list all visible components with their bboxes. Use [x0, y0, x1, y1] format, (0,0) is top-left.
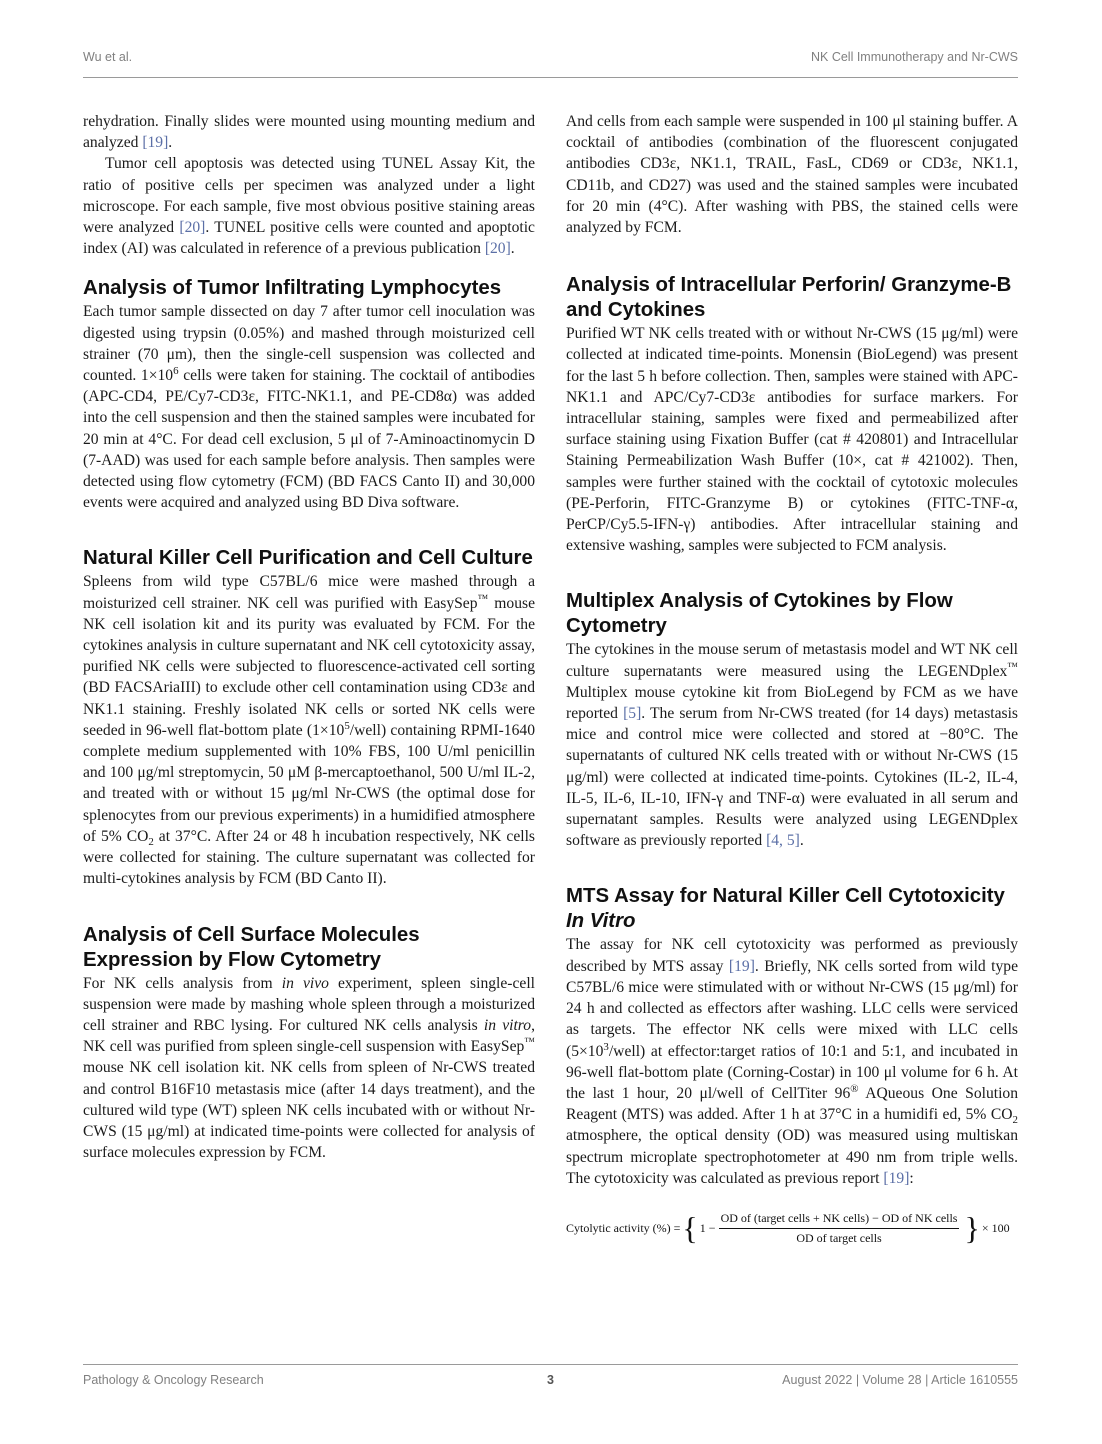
paragraph: rehydration. Finally slides were mounted using mounting medium and analyzed [19]. — [83, 113, 535, 152]
left-column — [83, 111, 535, 1163]
citation-link[interactable]: [5] — [623, 705, 642, 723]
citation-link[interactable]: [19] — [883, 1169, 910, 1187]
citation-link[interactable]: [20] — [484, 240, 511, 258]
citation-link[interactable]: [19] — [142, 134, 169, 152]
running-footer — [83, 1373, 1018, 1391]
footer-journal: Pathology & Oncology Research — [83, 1373, 264, 1387]
paragraph: Purified WT NK cells treated with or without Nr-CWS (15 μg/ml) were collected at indicated time-points. Monensin (BioLegend) was present for the last 5 h before collection. Then, samples were stained with APC-NK1.1 and APC/Cy7-CD3ε antibodies for surface markers. For intracellular staining, samples were fixed and permeabilized after surface staining using Fixation Buffer (cat # 420801) and Intracellular Staining Permeabilization Wash Buffer (10×, cat # 421002). Then, samples were further stained with the cocktail of cytotoxic molecules (PE-Perforin, FITC-Granzyme B) or cytokines (FITC-TNF-α, PerCP/Cy5.5-IFN-γ) antibodies. After intracellular staining and extensive washing, samples were subjected to FCM analysis. — [566, 325, 1018, 555]
paragraph: The assay for NK cell cytotoxicity was performed as previously described by MTS assay [19]. Briefly, NK cells sorted from wild type C57BL/6 mice were stimulated with or without Nr-CWS (15 μg/ml) for 24 h and collected as effectors after washing. LLC cells were serviced as targets. The effector NK cells were mixed with LLC cells $(5\times 10^3/well)$ at effector:target ratios of 10:1 and 5:1, and incubated in 96-well flat-bottom plate (Corning-Costar) in 100 μl volume for 6 h. At the last 1 hour, 20 μl/well of CellTiter 96® AQueous One Solution Reagent (MTS) was added. After 1 h at 37°C in a humidifi ed, 5% $CO_2$ atmosphere, the optical density (OD) was measured using multiskan spectrum microplate spectrophotometer at 490 nm from triple wells. The cytotoxicity was calculated as previous report [19]: — [566, 936, 1019, 1187]
header-short-title: NK Cell Immunotherapy and Nr-CWS — [810, 50, 1018, 64]
section-heading-nk-culture: Natural Killer Cell Purification and Cell Culture — [83, 547, 533, 570]
formula-one-minus: 1 − — [699, 1220, 716, 1235]
right-brace: } — [964, 1210, 980, 1247]
footer-rule — [83, 1364, 1018, 1365]
formula-denominator: OD of target cells — [796, 1230, 882, 1245]
cytolytic-activity-formula — [566, 1211, 1018, 1246]
running-header — [83, 50, 1018, 68]
left-brace: { — [682, 1210, 698, 1247]
section-heading-mts: MTS Assay for Natural Killer Cell Cytotoxicity In Vitro — [566, 885, 1005, 933]
page-number: 3 — [547, 1373, 554, 1387]
header-authors: Wu et al. — [83, 50, 133, 64]
formula-fraction — [719, 1211, 960, 1246]
right-column — [566, 111, 1018, 1246]
paragraph: Each tumor sample dissected on day 7 after tumor cell inoculation was digested using trypsin (0.05%) and mashed through moisturized cell strainer (70 μm), then the single-cell suspension was collected and counted. $1\times 10^6$ cells were taken for staining. The cocktail of antibodies (APC-CD4, PE/Cy7-CD3ε, FITC-NK1.1, and PE-CD8α) was added into the cell suspension and then the stained samples were incubated for 20 min at 4°C. For dead cell exclusion, 5 μl of 7-Aminoactinomycin D (7-AAD) was used for each sample before analysis. Then samples were detected using flow cytometry (FCM) (BD FACS Canto II) and 30,000 events were acquired and analyzed using BD Diva software. — [83, 303, 535, 512]
section-heading-multiplex: Multiplex Analysis of Cytokines by Flow Cytometry — [566, 590, 953, 638]
formula-lhs: Cytolytic activity (%) = — [566, 1220, 681, 1235]
section-heading-til: Analysis of Tumor Infiltrating Lymphocytes — [83, 277, 502, 300]
section-heading-surface-molecules: Analysis of Cell Surface Molecules Expression by Flow Cytometry — [83, 923, 420, 971]
paragraph: For NK cells analysis from in vivo experiment, spleen single-cell suspension were made by mashing whole spleen through a moisturized cell strainer and RBC lysing. For cultured NK cells analysis in vitro, NK cell was purified from spleen single-cell suspension with EasySep™ mouse NK cell isolation kit. NK cells from spleen of Nr-CWS treated and control B16F10 metastasis mice (after 14 days treatment), and the cultured wild type (WT) spleen NK cells incubated with or without Nr-CWS (15 μg/ml) at indicated time-points were collected for analysis of surface molecules expression by FCM. — [83, 974, 535, 1162]
paragraph: Tumor cell apoptosis was detected using TUNEL Assay Kit, the ratio of positive cells per specimen was analyzed under a light microscope. For each sample, five most obvious positive staining areas were analyzed [20]. TUNEL positive cells were counted and apoptotic index (AI) was calculated in reference of a previous publication [20]. — [83, 155, 535, 258]
paragraph: The cytokines in the mouse serum of metastasis model and WT NK cell culture supernatants were measured using the LEGENDplex™ Multiplex mouse cytokine kit from BioLegend by FCM as we have reported [5]. The serum from Nr-CWS treated (for 14 days) metastasis mice and control mice were collected and stored at −80°C. The supernatants of cultured NK cells treated with or without Nr-CWS (15 μg/ml) were collected at indicated time-points. Cytokines (IL-2, IL-4, IL-5, IL-6, IL-10, IFN-γ and TNF-α) were evaluated in all serum and supernatant samples. Results were analyzed using LEGENDplex software as previously reported [4, 5]. — [566, 641, 1018, 850]
formula-numerator: OD of (target cells + NK cells) − OD of NK cells — [719, 1211, 960, 1229]
paragraph: Spleens from wild type C57BL/6 mice were mashed through a moisturized cell strainer. NK cell was purified with EasySep™ mouse NK cell isolation kit and its purity was evaluated by FCM. For the cytokines analysis in culture supernatant and NK cell cytotoxicity assay, purified NK cells were subjected to fluorescence-activated cell sorting (BD FACSAriaIII) to exclude other cell contamination using CD3ε and NK1.1 staining. Freshly isolated NK cells or sorted NK cells were seeded in 96-well flat-bottom plate $(1\times 10^5/well)$ containing RPMI-1640 complete medium supplemented with 10% FBS, 100 U/ml penicillin and 100 μg/ml streptomycin, 50 μM β-mercaptoethanol, 500 U/ml IL-2, and treated with or without 15 μg/ml Nr-CWS (the optimal dose for splenocytes from our previous experiments) in a humidified atmosphere of 5% $CO_2$ at 37°C. After 24 or 48 h incubation respectively, NK cells were collected for staining. The culture supernatant was collected for multi-cytokines analysis by FCM (BD Canto II). — [83, 573, 535, 888]
section-heading-perforin: Analysis of Intracellular Perforin/ Granzyme-B and Cytokines — [566, 274, 1012, 322]
header-rule — [83, 77, 1018, 78]
citation-link[interactable]: [20] — [179, 219, 206, 237]
footer-issue: August 2022 | Volume 28 | Article 1610555 — [782, 1373, 1018, 1387]
citation-link[interactable]: [4, 5] — [766, 832, 800, 850]
formula-times: × 100 — [981, 1220, 1010, 1235]
paragraph: And cells from each sample were suspended in 100 μl staining buffer. A cocktail of antibodies (combination of the fluorescent conjugated antibodies CD3ε, NK1.1, TRAIL, FasL, CD69 or CD3ε, NK1.1, CD11b, and CD27) was used and the stained samples were incubated for 20 min (4°C). After washing with PBS, the stained cells were analyzed by FCM. — [566, 113, 1018, 237]
citation-link[interactable]: [19] — [728, 957, 755, 975]
